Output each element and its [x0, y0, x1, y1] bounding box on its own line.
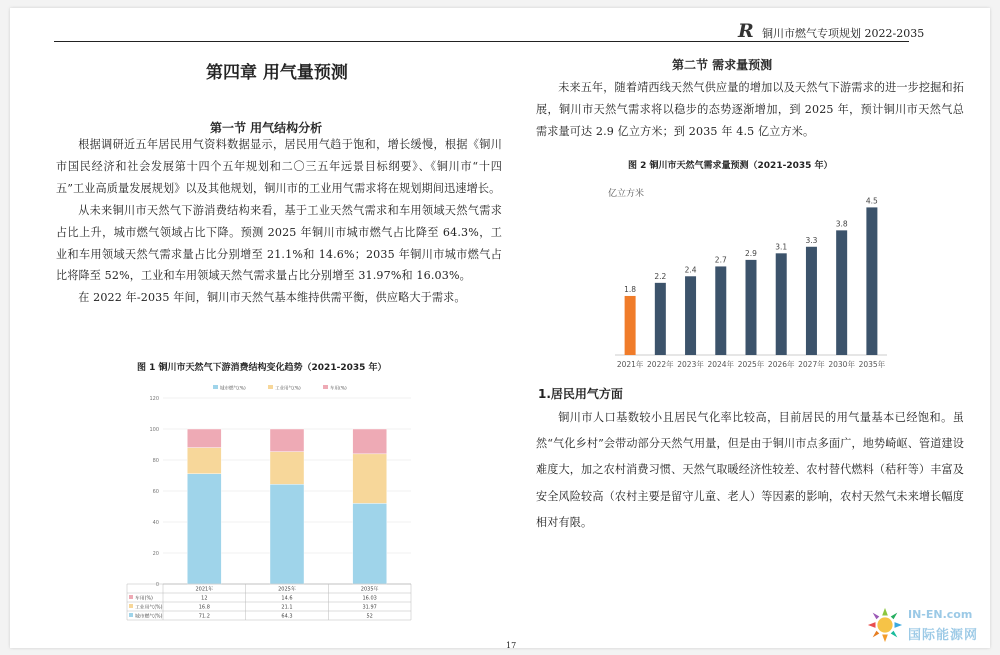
- y-tick-label: 120: [149, 396, 159, 402]
- demand-bar: [776, 253, 787, 355]
- paragraph: 在 2022 年-2035 年间，铜川市天然气基本维持供需平衡，供应略大于需求。: [78, 291, 466, 305]
- stacked-bar-segment: [270, 452, 304, 485]
- demand-bar: [866, 207, 877, 355]
- paragraph: 根据调研近五年居民用气资料数据显示，居民用气趋于饱和，增长缓慢，根据《铜川市国民经济和社会发展第十四个五年规划和二〇三五年远景目标纲要》、《铜川市“十四五”工业高质量发展规划》以及其他规划，铜川市的工业用气需求将在规划期间迅速增长。: [56, 138, 502, 195]
- table-cell-value: 16.8: [198, 604, 210, 611]
- x-tick-label: 2026年: [767, 360, 795, 369]
- section2-title: 第二节 需求量预测: [672, 58, 773, 72]
- paragraph: 铜川市人口基数较小且居民气化率比较高，目前居民的用气量基本已经饱和。虽然“气化乡村”会带动部分天然气用量，但是由于铜川市点多面广，地势崎岖、管道建设难度大，加之农村消费习惯、天然气取暖经济性较差、农村替代燃料（秸秆等）丰富及安全风险较高（农村主要是留守儿童、老人）等因素的影响，农村天然气未来增长幅度相对有限。: [536, 411, 964, 529]
- header-logo-icon: R: [738, 20, 754, 42]
- stacked-bar-segment: [187, 429, 221, 448]
- demand-bar: [806, 247, 817, 355]
- page-number: 17: [506, 641, 517, 650]
- x-tick-label: 2023年: [677, 360, 704, 369]
- header-title: 铜川市燃气专项规划 2022-2035: [762, 27, 925, 40]
- demand-bar: [685, 276, 696, 355]
- y-axis-unit-label: 亿立方米: [608, 189, 645, 199]
- demand-bar: [715, 266, 726, 355]
- table-series-swatch: [129, 595, 133, 599]
- y-tick-label: 100: [149, 427, 159, 433]
- bar-value-label: 3.3: [805, 235, 818, 245]
- table-series-swatch: [129, 604, 133, 608]
- y-tick-label: 20: [152, 551, 159, 557]
- legend-swatch: [213, 385, 218, 389]
- legend-label: 车用(%): [330, 386, 347, 392]
- stacked-bar-chart: [113, 376, 433, 636]
- stacked-bar-segment: [187, 448, 221, 474]
- watermark-domain: IN-EN.com: [908, 608, 973, 621]
- stacked-bar-segment: [353, 503, 387, 584]
- right-body-text-1: [536, 77, 964, 143]
- subsection-title: 1.居民用气方面: [538, 387, 623, 401]
- table-series-swatch: [129, 613, 133, 617]
- table-cell-value: 31.97: [362, 604, 377, 611]
- legend-swatch: [323, 385, 328, 389]
- figure2-caption: 图 2 铜川市天然气需求量预测（2021-2035 年）: [628, 161, 833, 171]
- table-series-name: 城市燃气(%): [135, 614, 163, 620]
- table-cell-value: 71.2: [198, 613, 210, 620]
- demand-bar-chart: [595, 183, 895, 378]
- bar-value-label: 2.7: [714, 255, 727, 265]
- chapter-title: 第四章 用气量预测: [206, 63, 348, 83]
- sun-logo-icon: [866, 606, 904, 644]
- bar-value-label: 3.1: [775, 242, 788, 252]
- bar-value-label: 3.8: [835, 219, 848, 229]
- x-tick-label: 2030年: [828, 360, 855, 369]
- y-tick-label: 60: [152, 489, 159, 495]
- table-series-name: 车用(%): [135, 596, 153, 602]
- watermark: [866, 604, 996, 650]
- stacked-bar-segment: [353, 454, 387, 504]
- y-tick-label: 80: [152, 458, 159, 464]
- stacked-bar-segment: [270, 429, 304, 452]
- x-tick-label: 2022年: [647, 360, 674, 369]
- x-tick-label: 2035年: [858, 360, 886, 369]
- legend-label: 城市燃气(%): [220, 386, 246, 392]
- left-body-text: [56, 134, 502, 309]
- paragraph: 从未来铜川市天然气下游消费结构来看，基于工业天然气需求和车用领域天然气需求占比上升，城市燃气领域占比下降。预测 2025 年铜川市城市燃气占比降至 64.3%，工业和车用领域天然气需求量占比分别增至 21.1%和 14.6%；2035 年铜川市城市燃气占比将降至 52%，工业和车用领域天然气需求量占比分别增至 31.97%和 16.03%。: [56, 203, 502, 283]
- table-cell-value: 64.3: [281, 613, 293, 620]
- stacked-bar-segment: [353, 429, 387, 454]
- stacked-bar-segment: [187, 474, 221, 584]
- x-tick-label: 2025年: [278, 586, 296, 593]
- document-page: [10, 8, 990, 648]
- table-cell-value: 16.03: [362, 595, 377, 602]
- x-tick-label: 2024年: [707, 360, 735, 369]
- demand-bar: [655, 283, 666, 355]
- y-tick-label: 0: [155, 582, 159, 588]
- legend-label: 工业用气(%): [275, 386, 301, 392]
- demand-bar: [836, 230, 847, 355]
- bar-value-label: 1.8: [624, 284, 637, 294]
- x-tick-label: 2021年: [195, 586, 214, 593]
- demand-bar: [746, 260, 757, 355]
- figure1-caption: 图 1 铜川市天然气下游消费结构变化趋势（2021-2035 年）: [137, 363, 387, 373]
- right-body-text-2: [536, 405, 964, 536]
- stacked-bar-segment: [270, 484, 304, 584]
- x-tick-label: 2025年: [737, 360, 765, 369]
- header-divider: [54, 41, 909, 42]
- bar-value-label: 2.2: [654, 271, 667, 281]
- y-tick-label: 40: [152, 520, 159, 526]
- bar-value-label: 2.4: [684, 265, 697, 275]
- x-tick-label: 2035年: [360, 586, 379, 593]
- bar-value-label: 2.9: [745, 248, 757, 258]
- table-cell-value: 12: [201, 595, 208, 602]
- table-cell-value: 52: [366, 613, 373, 620]
- bar-value-label: 4.5: [865, 196, 878, 206]
- table-cell-value: 21.1: [281, 604, 293, 611]
- demand-bar: [625, 296, 636, 355]
- section1-title: 第一节 用气结构分析: [210, 121, 323, 135]
- legend-swatch: [268, 385, 273, 389]
- table-cell-value: 14.6: [281, 595, 293, 602]
- watermark-name: 国际能源网: [908, 628, 979, 643]
- x-tick-label: 2021年: [616, 360, 644, 369]
- paragraph: 未来五年，随着靖西线天然气供应量的增加以及天然气下游需求的进一步挖掘和拓展，铜川市天然气需求将以稳步的态势逐渐增加，到 2025 年，预计铜川市天然气总需求量可达 2.9 亿立方米；到 2035 年 4.5 亿立方米。: [536, 81, 964, 138]
- table-series-name: 工业用气(%): [135, 605, 163, 611]
- x-tick-label: 2027年: [798, 360, 825, 369]
